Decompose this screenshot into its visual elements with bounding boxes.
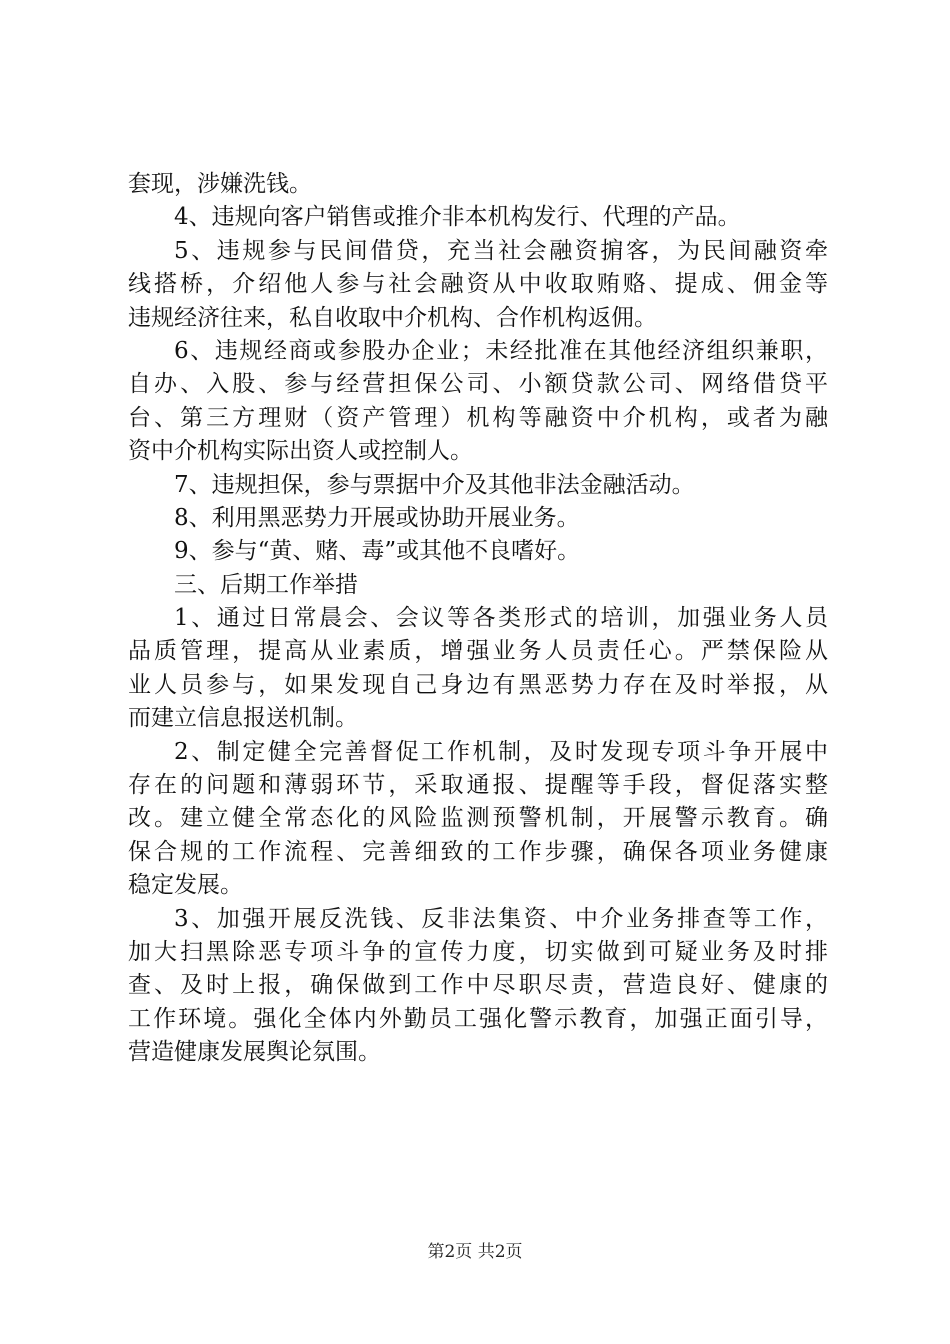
text-line: 工作环境。强化全体内外勤员工强化警示教育，加强正面引导， — [128, 1005, 828, 1032]
text-line: 台、第三方理财（资产管理）机构等融资中介机构，或者为融 — [128, 404, 828, 431]
text-line: 营造健康发展舆论氛围。 — [128, 1039, 381, 1066]
text-line: 资中介机构实际出资人或控制人。 — [128, 438, 473, 465]
text-line: 保合规的工作流程、完善细致的工作步骤，确保各项业务健康 — [128, 838, 828, 865]
page-footer: 第2页 共2页 — [427, 1242, 523, 1262]
text-line: 套现，涉嫌洗钱。 — [128, 171, 312, 197]
text-line: 存在的问题和薄弱环节，采取通报、提醒等手段，督促落实整 — [128, 772, 828, 799]
text-line: 2、制定健全完善督促工作机制，及时发现专项斗争开展中 — [174, 738, 828, 765]
text-line: 查、及时上报，确保做到工作中尽职尽责，营造良好、健康的 — [128, 972, 828, 999]
text-line: 品质管理，提高从业素质，增强业务人员责任心。严禁保险从 — [128, 638, 828, 665]
text-line: 三、后期工作举措 — [174, 571, 358, 598]
text-line: 5、违规参与民间借贷，充当社会融资掮客，为民间融资牵 — [174, 237, 828, 264]
text-line: 4、违规向客户销售或推介非本机构发行、代理的产品。 — [174, 204, 741, 231]
text-line: 6、违规经商或参股办企业；未经批准在其他经济组织兼职， — [174, 337, 828, 364]
document-body — [128, 168, 828, 1070]
text-line: 8、利用黑恶势力开展或协助开展业务。 — [174, 504, 580, 531]
text-line: 违规经济往来，私自收取中介机构、合作机构返佣。 — [128, 304, 657, 331]
text-line: 3、加强开展反洗钱、反非法集资、中介业务排查等工作， — [174, 905, 828, 932]
text-line: 7、违规担保，参与票据中介及其他非法金融活动。 — [174, 471, 695, 498]
text-line: 改。建立健全常态化的风险监测预警机制，开展警示教育。确 — [128, 805, 828, 832]
text-line: 而建立信息报送机制。 — [128, 705, 358, 732]
text-line: 业人员参与，如果发现自己身边有黑恶势力存在及时举报，从 — [128, 671, 828, 698]
text-line: 1、通过日常晨会、会议等各类形式的培训，加强业务人员 — [174, 605, 828, 632]
text-line: 自办、入股、参与经营担保公司、小额贷款公司、网络借贷平 — [128, 371, 828, 398]
text-line: 9、参与“黄、赌、毒”或其他不良嗜好。 — [174, 538, 581, 565]
text-line: 线搭桥，介绍他人参与社会融资从中收取贿赂、提成、佣金等 — [128, 271, 828, 298]
text-line: 稳定发展。 — [128, 872, 243, 899]
text-line: 加大扫黑除恶专项斗争的宣传力度，切实做到可疑业务及时排 — [128, 938, 828, 965]
